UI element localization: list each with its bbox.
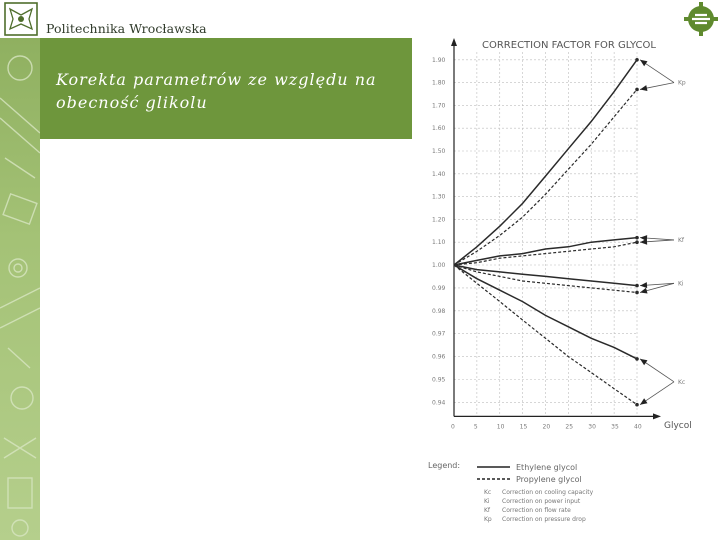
chart-title: CORRECTION FACTOR FOR GLYCOL: [482, 40, 656, 51]
chart-grid: [454, 52, 637, 416]
glycol-correction-chart: [412, 0, 720, 540]
y-tick-label: 0.96: [432, 353, 446, 361]
x-tick-label: 35: [611, 423, 619, 431]
annotation-arrowhead: [640, 60, 647, 66]
x-tick-label: 15: [519, 423, 528, 431]
legend-def-symbol: Ki: [484, 498, 490, 505]
legend-def-symbol: Kf: [484, 507, 491, 514]
annotation-arrowhead: [640, 359, 647, 365]
organization-name: Politechnika Wrocławska: [46, 21, 207, 36]
annotation-label: Kp: [678, 79, 686, 87]
y-tick-label: 0.97: [432, 330, 446, 338]
annotation-arrowhead: [640, 85, 647, 91]
series-end-point: [635, 236, 639, 240]
series-end-point: [635, 240, 639, 244]
legend-def-text: Correction on flow rate: [502, 507, 571, 514]
annotation-arrowhead: [640, 398, 647, 404]
y-tick-label: 1.30: [432, 193, 446, 201]
legend-def-text: Correction on cooling capacity: [502, 489, 594, 496]
x-tick-label: 20: [542, 423, 551, 431]
annotation-label: Kf: [678, 236, 685, 244]
legend-def-text: Correction on pressure drop: [502, 516, 586, 523]
series-end-point: [635, 284, 639, 288]
legend-def-text: Correction on power input: [502, 498, 581, 505]
eagle-crest-icon: [4, 2, 38, 36]
x-tick-labels: [451, 423, 642, 430]
series-end-point: [635, 58, 639, 62]
x-tick-label: 30: [588, 423, 596, 431]
y-tick-label: 0.94: [432, 399, 446, 407]
series-end-point: [635, 88, 639, 92]
y-tick-label: 0.98: [432, 307, 446, 315]
annotation-label: Kc: [678, 378, 686, 386]
legend-entry-ethylene: Ethylene glycol: [516, 463, 578, 472]
legend-def-symbol: Kp: [484, 516, 492, 523]
title-panel: [40, 38, 412, 139]
y-tick-label: 1.50: [432, 148, 446, 155]
y-tick-label: 1.70: [432, 102, 446, 110]
y-tick-label: 1.20: [432, 216, 446, 224]
y-tick-label: 1.90: [432, 56, 446, 64]
series-line-kp-solid: [454, 60, 637, 265]
x-axis-arrow: [653, 413, 661, 419]
y-tick-labels: [432, 57, 446, 407]
x-tick-label: 40: [634, 423, 642, 431]
slide-title: Korekta parametrów ze względu na obecność glikolu: [56, 70, 377, 112]
x-axis-label: Glycol: [664, 421, 692, 431]
y-tick-label: 1.00: [432, 262, 446, 269]
y-axis-arrow: [451, 38, 457, 46]
y-tick-label: 0.95: [432, 376, 446, 384]
annotation-arrowhead: [640, 282, 647, 288]
y-tick-label: 1.10: [432, 239, 446, 247]
chart-axes: [451, 38, 661, 419]
header-bar: [0, 0, 412, 38]
x-tick-label: 10: [496, 423, 505, 431]
y-tick-label: 1.40: [432, 170, 446, 178]
x-tick-label: 25: [565, 423, 574, 431]
y-tick-label: 1.80: [432, 79, 446, 87]
annotation-arrowhead: [640, 239, 647, 245]
series-end-point: [635, 403, 639, 407]
annotation-label: Ki: [678, 280, 684, 288]
y-tick-label: 1.60: [432, 125, 446, 133]
chart-series: [454, 58, 639, 406]
decorative-side-strip: [0, 38, 40, 540]
legend-entry-propylene: Propylene glycol: [516, 475, 582, 484]
y-tick-label: 0.99: [432, 284, 446, 292]
chart-annotations: [640, 60, 686, 405]
annotation-arrowhead: [640, 288, 648, 294]
chart-legend: [428, 461, 594, 523]
series-end-point: [635, 291, 639, 295]
x-tick-label: 0: [451, 423, 455, 431]
x-tick-label: 5: [473, 423, 478, 431]
series-end-point: [635, 357, 639, 361]
legend-title: Legend:: [428, 461, 461, 470]
legend-def-symbol: Kc: [484, 489, 492, 496]
